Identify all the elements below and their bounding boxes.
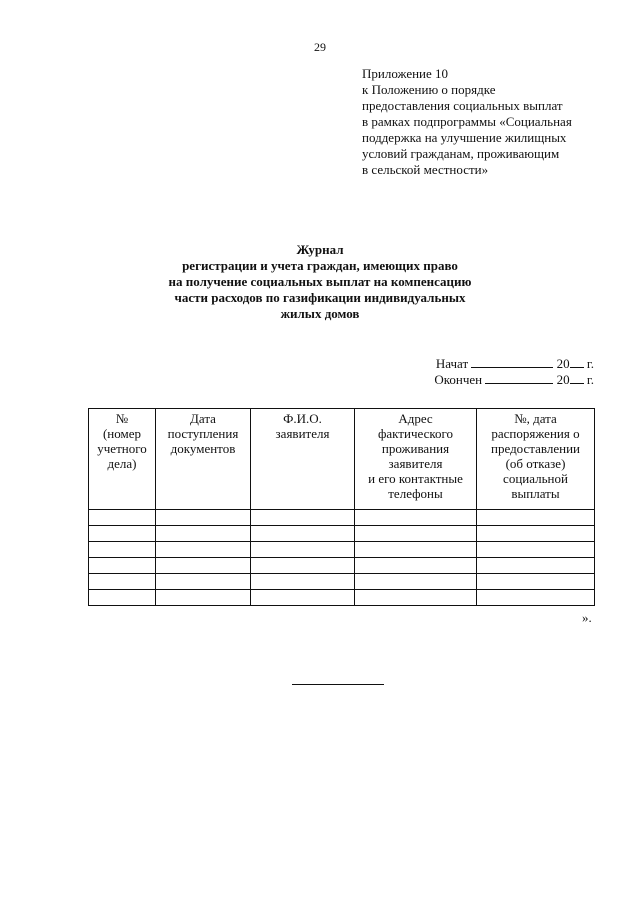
year-suffix: г. (586, 356, 594, 371)
table-cell (251, 526, 355, 542)
table-cell (156, 510, 251, 526)
header-applicant-name: Ф.И.О. заявителя (251, 409, 355, 510)
appendix-note (362, 66, 572, 178)
table-cell (156, 558, 251, 574)
table-cell (156, 574, 251, 590)
ended-row (434, 372, 594, 388)
header-address: Адрес фактического проживания заявителя и его контактные телефоны (355, 409, 477, 510)
appendix-line: условий гражданам, проживающим (362, 146, 560, 161)
table-cell (355, 574, 477, 590)
table-cell (89, 590, 156, 606)
table-cell (156, 590, 251, 606)
table-row (89, 558, 595, 574)
appendix-line: поддержка на улучшение жилищных (362, 130, 567, 145)
table-cell (355, 542, 477, 558)
end-divider (292, 684, 384, 685)
table-cell (89, 542, 156, 558)
table-row (89, 590, 595, 606)
appendix-line: в сельской местности» (362, 162, 489, 177)
table-row (89, 542, 595, 558)
table-cell (156, 542, 251, 558)
table-cell (251, 542, 355, 558)
title-line: части расходов по газификации индивидуальных (174, 290, 466, 305)
closing-mark: ». (582, 610, 592, 625)
journal-table (88, 408, 595, 606)
table-row (89, 526, 595, 542)
table-cell (355, 526, 477, 542)
table-cell (89, 510, 156, 526)
year-prefix: 20 (556, 372, 570, 387)
title-line: регистрации и учета граждан, имеющих право (182, 258, 458, 273)
appendix-line: в рамках подпрограммы «Социальная (362, 114, 572, 129)
year-suffix: г. (586, 372, 594, 387)
table-cell (251, 510, 355, 526)
header-order: №, дата распоряжения о предоставлении (об отказе) социальной выплаты (477, 409, 595, 510)
year-blank (570, 372, 584, 384)
table-row (89, 510, 595, 526)
table-cell (251, 574, 355, 590)
table-cell (477, 558, 595, 574)
table-cell (477, 510, 595, 526)
journal-dates (434, 356, 594, 388)
table-cell (251, 590, 355, 606)
title-line: Журнал (296, 242, 344, 257)
table-row (89, 574, 595, 590)
table-cell (477, 574, 595, 590)
appendix-line: предоставления социальных выплат (362, 98, 563, 113)
started-label: Начат (435, 356, 469, 371)
started-date-blank (471, 356, 553, 368)
header-receipt-date: Дата поступления документов (156, 409, 251, 510)
journal-title (0, 242, 640, 322)
table-cell (355, 510, 477, 526)
table-cell (251, 558, 355, 574)
table-cell (89, 558, 156, 574)
page-number: 29 (314, 40, 326, 54)
started-row (434, 356, 594, 372)
table-body (89, 510, 595, 606)
title-line: на получение социальных выплат на компенсацию (168, 274, 472, 289)
appendix-line: к Положению о порядке (362, 82, 496, 97)
title-line: жилых домов (280, 306, 360, 321)
table-cell (355, 558, 477, 574)
ended-date-blank (485, 372, 553, 384)
year-prefix: 20 (556, 356, 570, 371)
table-cell (477, 542, 595, 558)
header-case-number: № (номер учетного дела) (89, 409, 156, 510)
table-cell (89, 526, 156, 542)
table-cell (156, 526, 251, 542)
appendix-line: Приложение 10 (362, 66, 449, 81)
table-cell (477, 590, 595, 606)
table-cell (355, 590, 477, 606)
table-cell (89, 574, 156, 590)
year-blank (570, 356, 584, 368)
table-header-row (89, 409, 595, 510)
table-cell (477, 526, 595, 542)
ended-label: Окончен (434, 372, 483, 387)
